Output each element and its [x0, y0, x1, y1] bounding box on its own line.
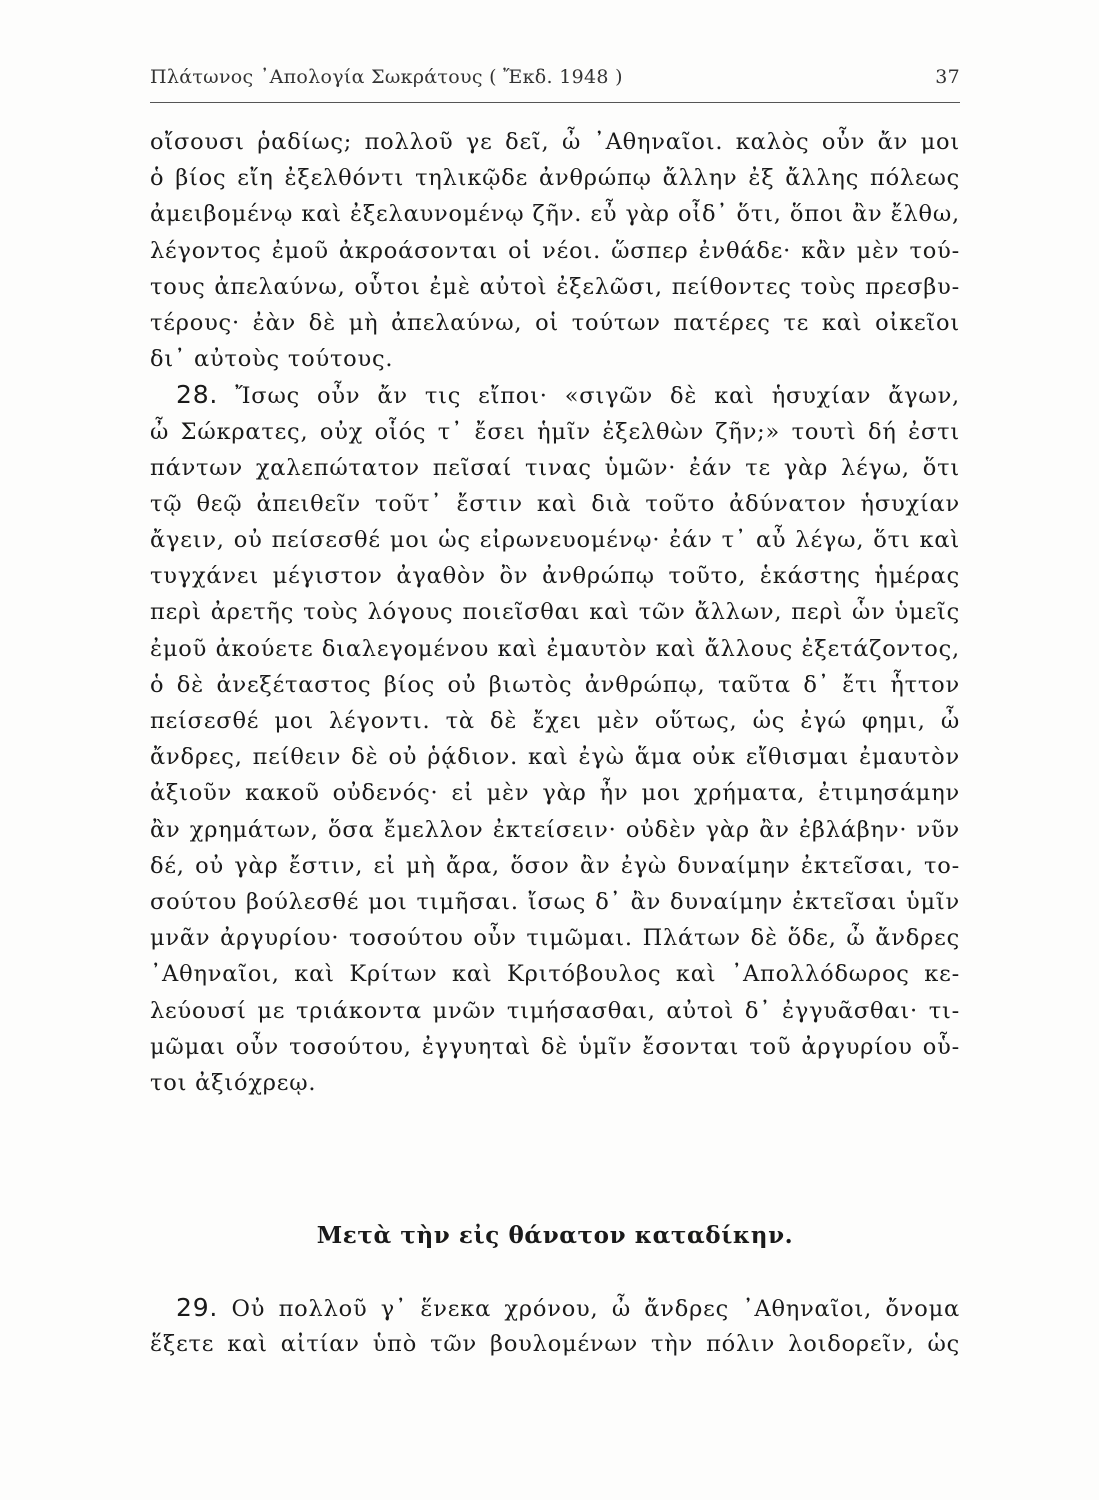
text-line: οἴσουσι ῥαδίως; πολλοῦ γε δεῖ, ὦ ᾽Αθηναῖοι. καλὸς οὖν ἄν μοι [150, 129, 960, 155]
text-line: πείσεσθέ μοι λέγοντι. τὰ δὲ ἔχει μὲν οὕτως, ὡς ἐγώ φημι, ὦ [150, 708, 960, 734]
text-line: σούτου βούλεσθέ μοι τιμῆσαι. ἴσως δ᾽ ἂν δυναίμην ἐκτεῖσαι ὑμῖν [150, 888, 960, 915]
text-line: ἄγειν, οὐ πείσεσθέ μοι ὡς εἰρωνευομένῳ· ἐάν τ᾽ αὖ λέγω, ὅτι καὶ [150, 527, 960, 554]
text-line: ἂν χρημάτων, ὅσα ἔμελλον ἐκτείσειν· οὐδὲν γὰρ ἂν ἐβλάβην· νῦν [150, 816, 960, 843]
running-title: Πλάτωνος ᾽Απολογία Σωκράτους ( Ἔκδ. 1948 ) [150, 66, 623, 88]
text-line: ᾽Αθηναῖοι, καὶ Κρίτων καὶ Κριτόβουλος καὶ ᾽Απολλόδωρος κε- [150, 961, 960, 988]
section-heading: Μετὰ τὴν εἰς θάνατον καταδίκην. [316, 1222, 794, 1249]
text-line: ὦ Σώκρατες, οὐχ οἷός τ᾽ ἔσει ἡμῖν ἐξελθὼν ζῆν;» τουτὶ δή ἐστι [150, 418, 960, 445]
text-line: ἕξετε καὶ αἰτίαν ὑπὸ τῶν βουλομένων τὴν πόλιν λοιδορεῖν, ὡς [150, 1331, 960, 1358]
text-line: ὁ βίος εἴη ἐξελθόντι τηλικῷδε ἀνθρώπῳ ἄλλην ἐξ ἄλλης πόλεως [150, 165, 960, 192]
text-line: ἐμοῦ ἀκούετε διαλεγομένου καὶ ἐμαυτὸν καὶ ἄλλους ἐξετάζοντος, [150, 635, 960, 662]
main-text [150, 124, 960, 1101]
running-header [150, 66, 960, 96]
text-line: λέγοντος ἐμοῦ ἀκροάσονται οἱ νέοι. ὥσπερ ἐνθάδε· κἂν μὲν τού- [150, 237, 960, 264]
text-line: πάντων χαλεπώτατον πεῖσαί τινας ὑμῶν· ἐάν τε γὰρ λέγω, ὅτι [150, 454, 960, 481]
section-number: 29. [176, 1293, 219, 1322]
text-line: ἀμειβομένῳ καὶ ἐξελαυνομένῳ ζῆν. εὖ γὰρ οἶδ᾽ ὅτι, ὅποι ἂν ἔλθω, [150, 201, 960, 228]
text-line: μῶμαι οὖν τοσούτου, ἐγγυηταὶ δὲ ὑμῖν ἔσονται τοῦ ἀργυρίου οὗ- [150, 1033, 960, 1060]
text-line: ἄνδρες, πείθειν δὲ οὐ ῥᾴδιον. καὶ ἐγὼ ἅμα οὐκ εἴθισμαι ἐμαυτὸν [150, 744, 960, 771]
text-line: τυγχάνει μέγιστον ἀγαθὸν ὂν ἀνθρώπῳ τοῦτο, ἑκάστης ἡμέρας [150, 563, 960, 590]
section-28-first-line [150, 377, 960, 413]
text-line: μνᾶν ἀργυρίου· τοσούτου οὖν τιμῶμαι. Πλάτων δὲ ὅδε, ὦ ἄνδρες [150, 925, 960, 952]
text-line: ἀξιοῦν κακοῦ οὐδενός· εἰ μὲν γὰρ ἦν μοι χρήματα, ἐτιμησάμην [150, 780, 960, 807]
text-line: δι᾽ αὐτοὺς τούτους. [150, 346, 394, 373]
text-line: δέ, οὐ γὰρ ἔστιν, εἰ μὴ ἄρα, ὅσον ἂν ἐγὼ δυναίμην ἐκτεῖσαι, το- [150, 852, 960, 879]
text-line: περὶ ἀρετῆς τοὺς λόγους ποιεῖσθαι καὶ τῶν ἄλλων, περὶ ὧν ὑμεῖς [150, 599, 960, 626]
text-line: Οὐ πολλοῦ γ᾽ ἕνεκα χρόνου, ὦ ἄνδρες ᾽Αθηναῖοι, ὄνομα [231, 1296, 960, 1322]
text-line: ὁ δὲ ἀνεξέταστος βίος οὐ βιωτὸς ἀνθρώπῳ, ταῦτα δ᾽ ἔτι ἧττον [150, 671, 960, 698]
header-rule [150, 102, 960, 103]
text-line: τῷ θεῷ ἀπειθεῖν τοῦτ᾽ ἔστιν καὶ διὰ τοῦτο ἀδύνατον ἡσυχίαν [150, 490, 960, 517]
main-text-continued [150, 1290, 960, 1362]
page-number: 37 [935, 66, 960, 88]
text-line: τοι ἀξιόχρεῳ. [150, 1069, 317, 1096]
text-line: τους ἀπελαύνω, οὗτοι ἐμὲ αὐτοὶ ἐξελῶσι, πείθοντες τοὺς πρεσβυ- [150, 273, 960, 300]
section-29-first-line [150, 1290, 960, 1326]
text-line: τέρους· ἐὰν δὲ μὴ ἀπελαύνω, οἱ τούτων πατέρες τε καὶ οἰκεῖοι [150, 309, 960, 336]
text-line: Ἴσως οὖν ἄν τις εἴποι· «σιγῶν δὲ καὶ ἡσυχίαν ἄγων, [235, 383, 960, 410]
text-line: λεύουσί με τριάκοντα μνῶν τιμήσασθαι, αὐτοὶ δ᾽ ἐγγυᾶσθαι· τι- [150, 997, 960, 1024]
section-number: 28. [176, 380, 219, 410]
